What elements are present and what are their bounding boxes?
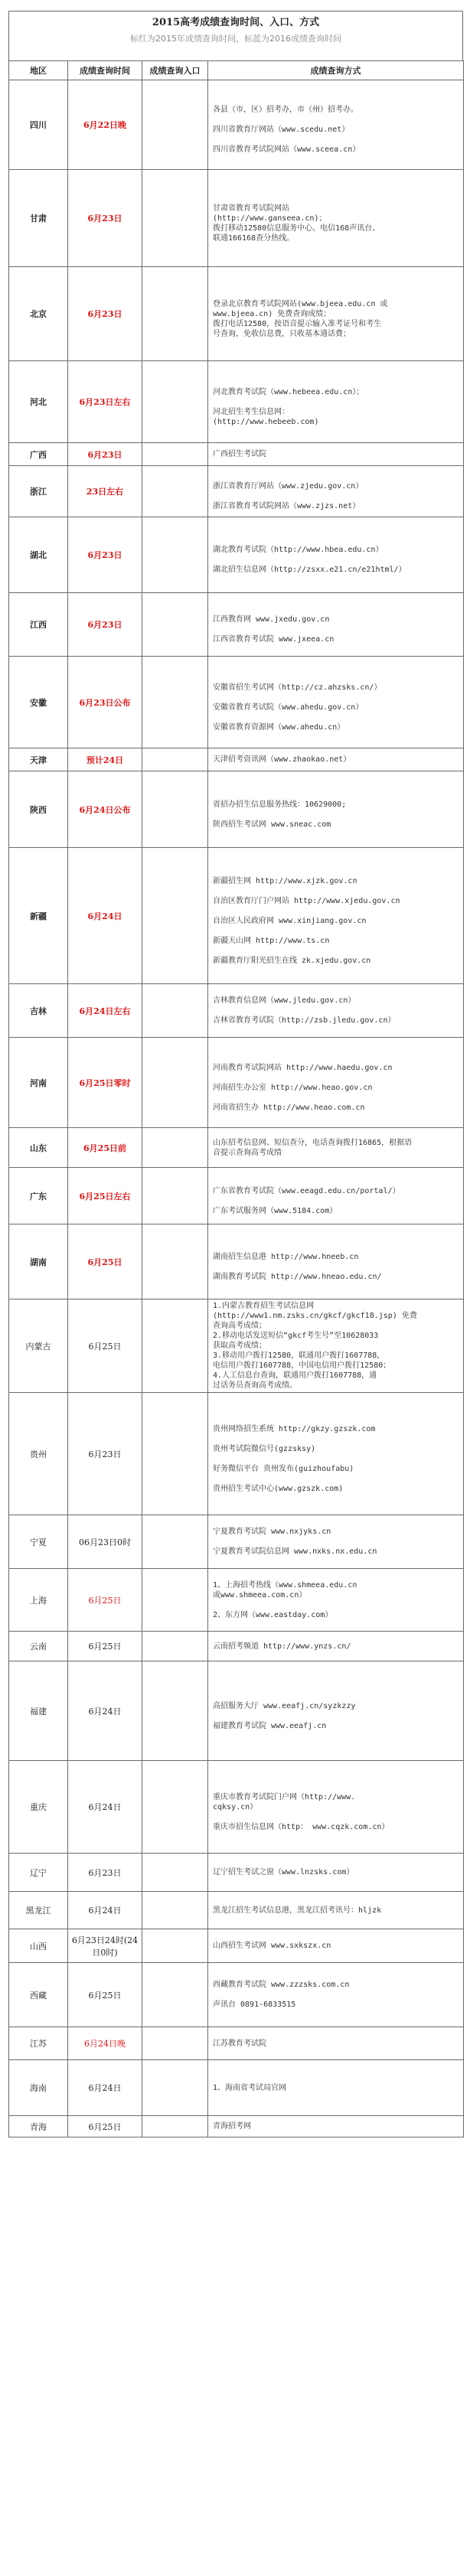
line-spacer [213,1990,459,2000]
method-cell [208,466,464,517]
table-row [9,80,464,170]
line-spacer [213,1782,459,1792]
entry-cell [142,1224,208,1299]
entry-cell [142,1963,208,2027]
method-line: 江西教育网 www.jxedu.gov.cn [213,615,330,624]
method-line: 贵州考试院微信号(gzzsksy) [213,1444,316,1453]
entry-cell [142,1761,208,1854]
method-line: 拨打电话12580，按语音提示输入准考证号和考生 [213,319,382,328]
line-spacer [213,555,459,565]
line-spacer [213,712,459,722]
method-line: 吉林教育信息网（www.jledu.gov.cn） [213,996,356,1005]
method-line: 音提示查询高考成绩 [213,1148,282,1157]
table-row [9,1963,464,2027]
table-row [9,517,464,593]
table-row [9,1569,464,1632]
line-spacer [213,1414,459,1424]
method-line: 登录北京教育考试院网站(www.bjeea.edu.cn 或 [213,299,388,308]
entry-cell [142,1854,208,1892]
table-row [9,1128,464,1168]
method-line: 新疆教育厅阳光招生在线 zk.xjedu.gov.cn [213,956,371,965]
method-line: 河南招生办公室 http://www.heao.gov.cn [213,1083,373,1092]
time-cell: 6月25日 [68,1632,142,1661]
subtitle-line: 标红为2015年成绩查询时间，标蓝为2016成绩查询时间 [130,34,341,44]
method-line: 自治区教育厅门户网站 http://www.xjedu.gov.cn [213,896,400,905]
table-row [9,2027,464,2060]
entry-cell [142,1632,208,1661]
method-line: 江苏教育考试院 [213,2039,266,2048]
region-cell: 北京 [9,267,68,361]
entry-cell [142,1128,208,1168]
line-spacer [213,1176,459,1186]
line-spacer [213,673,459,683]
region-cell: 广东 [9,1168,68,1224]
line-spacer [213,810,459,820]
line-spacer [213,1474,459,1484]
region-cell: 上海 [9,1569,68,1632]
line-spacer [213,1434,459,1444]
entry-cell [142,170,208,267]
method-cell [208,1854,464,1892]
table-row [9,2116,464,2137]
method-line: 安徽省招生考试网（http://cz.ahzsks.cn/） [213,683,382,692]
method-cell [208,1224,464,1299]
method-line: 号查询，免收信息费，只收基本通话费； [213,329,351,338]
region-cell: 山东 [9,1128,68,1168]
time-cell: 6月25日左右 [68,1168,142,1224]
method-line: 自治区人民政府网 www.xinjiang.gov.cn [213,916,367,925]
entry-cell [142,361,208,443]
time-cell: 6月23日24时(24日0时) [68,1929,142,1963]
time-cell: 6月25日 [68,1963,142,2027]
line-spacer [213,535,459,545]
method-line: 重庆市教育考试院门户网（http://www. [213,1792,356,1802]
method-line: 3.移动用户拨打12580，联通用户拨打1607788， [213,1352,385,1360]
region-cell: 安徽 [9,657,68,748]
entry-cell [142,1299,208,1393]
method-line: 或www.shmeea.com.cn） [213,1590,307,1599]
time-cell: 6月23日 [68,1854,142,1892]
line-spacer [213,1073,459,1083]
line-spacer [213,1006,459,1016]
document-header [8,11,463,60]
page-title: 2015高考成绩查询时间、入口、方式 [152,17,320,28]
line-spacer [213,289,459,299]
method-line: 浙江省教育厅网站（www.zjedu.gov.cn） [213,482,364,491]
region-cell: 海南 [9,2060,68,2116]
method-cell [208,1661,464,1761]
time-cell: 预计24日 [68,748,142,771]
method-line: 宁夏教育考试院信息网 www.nxks.nx.edu.cn [213,1547,377,1556]
table-row [9,170,464,267]
region-cell: 江苏 [9,2027,68,2060]
method-line: 1.内蒙古教育招生考试信息网 [213,1302,315,1310]
method-line: 河南省招生办 http://www.heao.com.cn [213,1103,365,1112]
table-row [9,1515,464,1569]
score-query-table [8,60,464,2137]
line-spacer [213,1242,459,1252]
table-header-row [9,61,464,80]
method-line: 声讯台 0891-6833515 [213,2000,296,2009]
line-spacer [213,624,459,634]
method-line: 河北教育考试院（www.hebeea.edu.cn）； [213,387,364,396]
method-cell [208,593,464,657]
method-line: 云南招考频道 http://www.ynzs.cn/ [213,1642,351,1651]
subtitle [9,33,462,60]
table-row [9,1761,464,1854]
method-line: cqksy.cn） [213,1802,258,1811]
header-entry: 成绩查询入口 [142,61,208,80]
time-cell: 23日左右 [68,466,142,517]
table-row [9,1299,464,1393]
method-line: (http://www.ganseea.cn)； [213,214,327,223]
entry-cell [142,80,208,170]
method-cell [208,1632,464,1661]
method-line: 好务微信平台 贵州发布(guizhoufabu) [213,1464,354,1473]
entry-cell [142,1929,208,1963]
method-line: 湖南教育考试院 http://www.hneao.edu.cn/ [213,1272,382,1281]
method-line: 广东考试服务网（www.5184.com） [213,1206,338,1215]
line-spacer [213,790,459,800]
header-method: 成绩查询方式 [208,61,464,80]
table-row [9,267,464,361]
table-row [9,771,464,848]
region-cell: 云南 [9,1632,68,1661]
method-line: 湖北教育考试院（http://www.hbea.edu.cn） [213,546,384,554]
method-line: 贵州招生考试中心(www.gzszk.com) [213,1484,344,1493]
time-cell: 6月25日零时 [68,1038,142,1128]
method-cell [208,848,464,984]
method-cell [208,443,464,466]
method-line: 西藏教育考试院 www.zzzsks.com.cn [213,1981,350,1989]
region-cell: 河南 [9,1038,68,1128]
entry-cell [142,657,208,748]
method-line: 获取高考成绩； [213,1342,266,1350]
region-cell: 广西 [9,443,68,466]
method-cell [208,517,464,593]
region-cell: 河北 [9,361,68,443]
region-cell: 四川 [9,80,68,170]
table-row [9,1393,464,1515]
method-line: 省招办招生信息服务热线：10629000; [213,800,347,809]
method-line: www.bjeea.cn) 免费查询成绩； [213,309,331,318]
method-line: 拨打移动12580信息服务中心、电信168声讯台、 [213,223,380,233]
time-cell: 6月23日公布 [68,657,142,748]
line-spacer [213,1711,459,1721]
method-line: 福建教育考试院 www.eeafj.cn [213,1721,327,1730]
method-cell [208,1761,464,1854]
method-cell [208,1569,464,1632]
line-spacer [213,1454,459,1464]
method-line: 1、海南省考试局官网 [213,2083,287,2092]
method-line: 青海招考网 [213,2122,251,2131]
entry-cell [142,748,208,771]
method-line: 黑龙江招生考试信息港，黑龙江招考讯号：hljzk [213,1906,382,1915]
line-spacer [213,115,459,125]
method-cell [208,1038,464,1128]
method-line: 各县（市，区）招考办，市（州）招考办。 [213,106,358,114]
method-line: 河北招生考生信息网： [213,407,289,416]
entry-cell [142,1661,208,1761]
method-cell [208,1168,464,1224]
table-row [9,1224,464,1299]
method-line: 4.人工信息台查询，联通用户拨打1607788，通 [213,1371,377,1380]
method-line: 新疆招生网 http://www.xjzk.gov.cn [213,876,357,885]
table-row [9,1661,464,1761]
method-line: 查询高考成绩； [213,1322,266,1330]
time-cell: 6月25日 [68,2116,142,2137]
method-line: 山西招生考试网 www.sxkszx.cn [213,1942,331,1950]
line-spacer [213,135,459,145]
entry-cell [142,2116,208,2137]
method-cell [208,267,464,361]
time-cell: 6月24日 [68,1892,142,1929]
region-cell: 福建 [9,1661,68,1761]
method-line: 辽宁招生考试之窗（www.lnzsks.com） [213,1868,354,1877]
time-cell: 6月24日 [68,848,142,984]
time-cell: 6月23日 [68,443,142,466]
line-spacer [213,1262,459,1272]
entry-cell [142,517,208,593]
method-line: 高招服务大厅 www.eeafj.cn/syzkzzy [213,1701,356,1710]
method-cell [208,2116,464,2137]
entry-cell [142,1393,208,1515]
header-region: 地区 [9,61,68,80]
line-spacer [213,95,459,105]
time-cell: 6月23日 [68,517,142,593]
time-cell: 6月23日 [68,170,142,267]
region-cell: 青海 [9,2116,68,2137]
entry-cell [142,984,208,1038]
region-cell: 内蒙古 [9,1299,68,1393]
region-cell: 陕西 [9,771,68,848]
table-row [9,443,464,466]
time-cell: 6月24日 [68,2060,142,2116]
method-cell [208,984,464,1038]
line-spacer [213,693,459,703]
table-row [9,748,464,771]
method-line: (http://www1.nm.zsks.cn/gkcf/gkcf18.jsp) 免费 [213,1312,417,1320]
method-line: 贵州网络招生系统 http://gkzy.gzszk.com [213,1424,376,1433]
line-spacer [213,605,459,615]
method-line: 1、上海招考热线（www.shmeea.edu.cn [213,1580,357,1590]
line-spacer [213,491,459,501]
line-spacer [213,926,459,936]
region-cell: 天津 [9,748,68,771]
method-line: 2.移动电话发送短信“gkcf考生号”至10628033 [213,1332,379,1340]
line-spacer [213,886,459,896]
table-row [9,1854,464,1892]
table-row [9,466,464,517]
time-cell: 6月25日 [68,1299,142,1393]
region-cell: 湖南 [9,1224,68,1299]
table-row [9,1892,464,1929]
method-line: 重庆市招生信息网（http： www.cqzk.com.cn） [213,1822,390,1831]
time-cell: 6月23日 [68,267,142,361]
method-line: 甘肃省教育考试院网站 [213,204,289,213]
method-line: 陕西招生考试网 www.sneac.com [213,820,331,829]
method-cell [208,1299,464,1393]
table-row [9,984,464,1038]
method-line: 江西省教育考试院 www.jxeea.cn [213,635,335,644]
method-line: 广东省教育考试院（www.eeagd.edu.cn/portal/） [213,1186,400,1195]
entry-cell [142,2027,208,2060]
region-cell: 宁夏 [9,1515,68,1569]
table-row [9,848,464,984]
time-cell: 6月23日 [68,1393,142,1515]
line-spacer [213,1537,459,1547]
method-cell [208,2027,464,2060]
line-spacer [213,397,459,407]
time-cell: 6月22日晚 [68,80,142,170]
table-row [9,1632,464,1661]
entry-cell [142,1168,208,1224]
method-line: 过话务员查询高考成绩。 [213,1381,297,1390]
line-spacer [213,1053,459,1063]
method-line: 湖南招生信息港 http://www.hneeb.cn [213,1252,359,1261]
method-cell [208,1929,464,1963]
entry-cell [142,443,208,466]
method-cell [208,170,464,267]
region-cell: 黑龙江 [9,1892,68,1929]
entry-cell [142,593,208,657]
method-line: 电信用户拨打1607788，中国电信用户拨打12580； [213,1361,391,1370]
method-line: 山东招考信息网、短信查分，电话查询拨打16865，根据语 [213,1138,413,1147]
method-cell [208,771,464,848]
method-cell [208,80,464,170]
line-spacer [213,194,459,204]
region-cell: 西藏 [9,1963,68,2027]
table-row [9,593,464,657]
region-cell: 浙江 [9,466,68,517]
entry-cell [142,1038,208,1128]
region-cell: 重庆 [9,1761,68,1854]
region-cell: 甘肃 [9,170,68,267]
method-line: 新疆天山网 http://www.ts.cn [213,936,330,945]
method-line: 安徽省教育考试院（www.ahedu.gov.cn） [213,703,364,712]
method-cell [208,657,464,748]
method-line: 湖北招生信息网（http://zsxx.e21.cn/e21html/） [213,566,406,574]
entry-cell [142,267,208,361]
method-line: 天津招考资讯网（www.zhaokao.net） [213,755,351,764]
line-spacer [213,1093,459,1103]
region-cell: 贵州 [9,1393,68,1515]
table-body [9,80,464,2137]
time-cell: 6月25日前 [68,1128,142,1168]
method-cell [208,1128,464,1168]
line-spacer [213,377,459,387]
time-cell: 6月25日 [68,1224,142,1299]
time-cell: 6月24日左右 [68,984,142,1038]
method-line: (http://www.hebeeb.com) [213,417,319,426]
region-cell: 湖北 [9,517,68,593]
time-cell: 6月25日 [68,1569,142,1632]
method-cell [208,1892,464,1929]
entry-cell [142,466,208,517]
method-line: 2、东方网（www.eastday.com） [213,1610,333,1619]
region-cell: 辽宁 [9,1854,68,1892]
entry-cell [142,1515,208,1569]
entry-cell [142,1892,208,1929]
table-row [9,2060,464,2116]
region-cell: 山西 [9,1929,68,1963]
method-line: 河南教育考试院网站 http://www.haedu.gov.cn [213,1063,393,1072]
method-line: 四川省教育考试院网站（www.sceea.cn） [213,145,361,154]
method-cell [208,361,464,443]
line-spacer [213,1196,459,1206]
method-cell [208,1963,464,2027]
region-cell: 吉林 [9,984,68,1038]
entry-cell [142,2060,208,2116]
line-spacer [213,1691,459,1701]
table-row [9,1929,464,1963]
method-line: 广西招生考试院 [213,450,266,458]
time-cell: 6月24日 [68,1761,142,1854]
line-spacer [213,906,459,916]
method-line: 四川省教育厅网站（www.scedu.net） [213,126,350,134]
table-row [9,1038,464,1128]
method-cell [208,1393,464,1515]
table-row [9,361,464,443]
method-cell [208,1515,464,1569]
method-line: 安徽省教育资源网（www.ahedu.cn） [213,722,345,732]
time-cell: 06月23日0时 [68,1515,142,1569]
region-cell: 新疆 [9,848,68,984]
line-spacer [213,1600,459,1610]
region-cell: 江西 [9,593,68,657]
line-spacer [213,866,459,876]
method-line: 宁夏教育考试院 www.nxjyks.cn [213,1528,331,1536]
method-line: 吉林省教育考试院（http://zsb.jledu.gov.cn） [213,1016,396,1025]
table-row [9,657,464,748]
method-cell [208,748,464,771]
entry-cell [142,1569,208,1632]
method-line: 联通166168查分热线。 [213,233,295,243]
time-cell: 6月24日 [68,1661,142,1761]
table-row [9,1168,464,1224]
time-cell: 6月24日公布 [68,771,142,848]
method-cell [208,2060,464,2116]
header-time: 成绩查询时间 [68,61,142,80]
time-cell: 6月23日左右 [68,361,142,443]
time-cell: 6月24日晚 [68,2027,142,2060]
score-query-document [8,11,463,2137]
entry-cell [142,848,208,984]
line-spacer [213,1812,459,1822]
line-spacer [213,946,459,956]
line-spacer [213,471,459,481]
entry-cell [142,771,208,848]
method-line: 浙江省教育考试院网站（www.zjzs.net） [213,502,361,510]
time-cell: 6月23日 [68,593,142,657]
